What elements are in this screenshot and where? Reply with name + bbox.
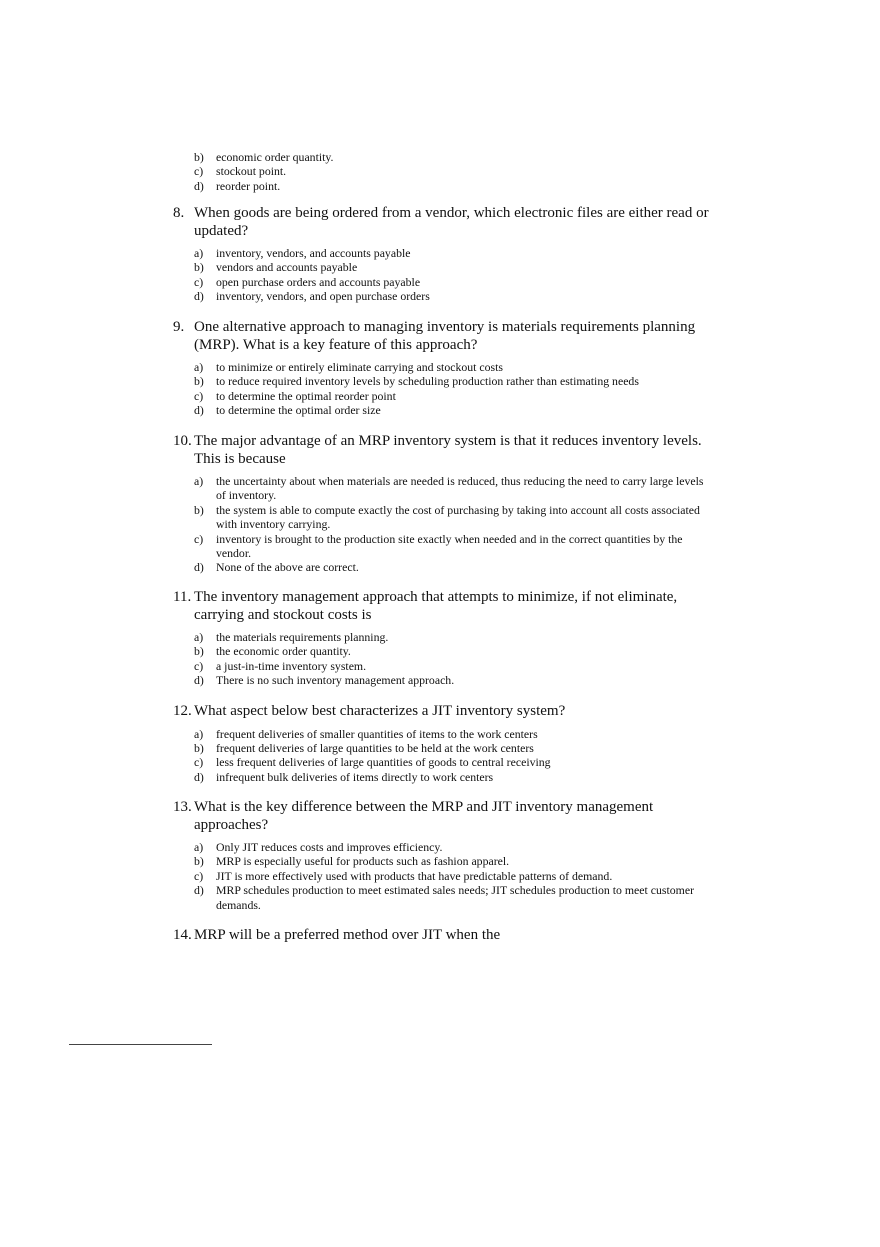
option-text: economic order quantity. — [216, 150, 334, 164]
question-number: 11. — [173, 589, 192, 605]
option-letter: d) — [194, 883, 204, 898]
option-letter: d) — [194, 403, 204, 418]
question-stem — [173, 589, 713, 624]
option-letter: c) — [194, 274, 204, 289]
option-letter: d) — [194, 769, 204, 784]
options-list — [194, 474, 713, 575]
question-14 — [173, 927, 713, 945]
question-stem — [173, 799, 713, 834]
answer-option — [194, 260, 713, 274]
options-list — [194, 727, 713, 785]
option-letter: b) — [194, 644, 204, 659]
option-letter: b) — [194, 740, 204, 755]
question-stem — [173, 703, 713, 721]
option-letter: b) — [194, 260, 204, 275]
option-letter: c) — [194, 658, 204, 673]
option-letter: b) — [194, 150, 204, 164]
option-letter: d) — [194, 673, 204, 688]
question-number: 8. — [173, 205, 185, 221]
question-stem — [173, 927, 713, 945]
option-text: There is no such inventory management approach. — [216, 673, 455, 688]
options-list — [194, 840, 713, 912]
option-letter: c) — [194, 755, 204, 770]
question-stem — [173, 205, 713, 240]
question-number: 12. — [173, 703, 192, 719]
carryover-options — [173, 150, 713, 193]
option-text: the economic order quantity. — [216, 644, 351, 659]
question-number: 10. — [173, 433, 192, 449]
option-text: Only JIT reduces costs and improves efficiency. — [216, 840, 443, 854]
option-letter: d) — [194, 289, 204, 304]
question-11 — [173, 589, 713, 688]
answer-option — [194, 644, 713, 658]
option-letter: d) — [194, 178, 204, 193]
option-letter: a) — [194, 474, 204, 488]
option-text: the uncertainty about when materials are needed is reduced, thus reducing the need to carry large levels of inventory. — [216, 474, 704, 503]
option-text: the system is able to compute exactly the cost of purchasing by taking into account all costs associated with inventory carrying. — [216, 502, 700, 532]
answer-option — [194, 673, 713, 687]
question-9 — [173, 319, 713, 418]
question-stem — [173, 433, 713, 468]
option-text: to minimize or entirely eliminate carrying and stockout costs — [216, 360, 503, 374]
question-number: 13. — [173, 799, 192, 815]
question-10 — [173, 433, 713, 575]
options-list — [194, 360, 713, 418]
option-letter: b) — [194, 374, 204, 389]
option-text: JIT is more effectively used with products that have predictable patterns of demand. — [216, 868, 613, 883]
options-list — [194, 630, 713, 688]
question-number: 9. — [173, 319, 185, 335]
answer-option — [194, 869, 713, 883]
option-text: MRP schedules production to meet estimated sales needs; JIT schedules production to meet customer demands. — [216, 883, 694, 912]
option-letter: c) — [194, 388, 204, 403]
option-letter: a) — [194, 726, 204, 741]
answer-option — [194, 883, 713, 912]
option-text: inventory, vendors, and accounts payable — [216, 246, 411, 260]
answer-option — [194, 755, 713, 769]
option-text: inventory, vendors, and open purchase orders — [216, 289, 430, 304]
question-13 — [173, 799, 713, 912]
option-text: None of the above are correct. — [216, 560, 359, 575]
option-text: infrequent bulk deliveries of items directly to work centers — [216, 769, 494, 784]
option-text: to reduce required inventory levels by scheduling production rather than estimating needs — [216, 374, 639, 389]
answer-option — [194, 840, 713, 854]
answer-option — [194, 150, 713, 164]
answer-option — [194, 727, 713, 741]
answer-option — [194, 360, 713, 374]
option-text: frequent deliveries of smaller quantities of items to the work centers — [216, 726, 538, 741]
answer-option — [194, 403, 713, 417]
answer-option — [194, 246, 713, 260]
answer-option — [194, 532, 713, 561]
option-text: frequent deliveries of large quantities to be held at the work centers — [216, 740, 534, 755]
option-letter: b) — [194, 502, 204, 517]
answer-option — [194, 374, 713, 388]
question-text: The inventory management approach that attempts to minimize, if not eliminate, carrying and stockout costs is — [194, 589, 678, 623]
answer-option — [194, 741, 713, 755]
option-letter: a) — [194, 840, 204, 854]
question-12 — [173, 703, 713, 784]
option-text: a just-in-time inventory system. — [216, 658, 367, 673]
option-letter: c) — [194, 164, 204, 179]
option-text: MRP is especially useful for products such as fashion apparel. — [216, 854, 510, 869]
option-letter: c) — [194, 531, 204, 546]
option-letter: a) — [194, 360, 204, 374]
answer-option — [194, 389, 713, 403]
option-text: to determine the optimal order size — [216, 403, 381, 418]
option-text: inventory is brought to the production site exactly when needed and in the correct quantities by the vendor. — [216, 531, 683, 561]
answer-option — [194, 659, 713, 673]
answer-option — [194, 164, 713, 178]
answer-option — [194, 474, 713, 503]
question-stem — [173, 319, 713, 354]
option-text: less frequent deliveries of large quantities of goods to central receiving — [216, 755, 551, 770]
question-text: The major advantage of an MRP inventory system is that it reduces inventory levels. This is because — [194, 433, 702, 467]
question-text: One alternative approach to managing inventory is materials requirements planning (MRP). What is a key feature of this approach? — [194, 319, 696, 353]
option-text: vendors and accounts payable — [216, 260, 358, 275]
answer-option — [194, 560, 713, 574]
option-text: open purchase orders and accounts payable — [216, 274, 421, 289]
question-8 — [173, 205, 713, 304]
answer-option — [194, 289, 713, 303]
question-text: What is the key difference between the MRP and JIT inventory management approaches? — [194, 799, 654, 833]
question-text: When goods are being ordered from a vendor, which electronic files are either read or updated? — [194, 205, 709, 239]
option-text: to determine the optimal reorder point — [216, 388, 396, 403]
option-text: stockout point. — [216, 164, 287, 179]
answer-option — [194, 275, 713, 289]
option-letter: b) — [194, 854, 204, 869]
question-text: What aspect below best characterizes a JIT inventory system? — [194, 703, 566, 719]
option-text: reorder point. — [216, 178, 281, 193]
options-list — [194, 246, 713, 304]
answer-option — [194, 770, 713, 784]
question-number: 14. — [173, 927, 192, 943]
answer-option — [194, 179, 713, 193]
question-text: MRP will be a preferred method over JIT when the — [194, 927, 501, 943]
footnote-rule — [69, 1044, 212, 1045]
option-letter: a) — [194, 246, 204, 260]
answer-option — [194, 630, 713, 644]
answer-option — [194, 854, 713, 868]
option-text: the materials requirements planning. — [216, 630, 389, 644]
option-letter: a) — [194, 630, 204, 644]
option-letter: c) — [194, 868, 204, 883]
answer-option — [194, 503, 713, 532]
option-letter: d) — [194, 560, 204, 575]
